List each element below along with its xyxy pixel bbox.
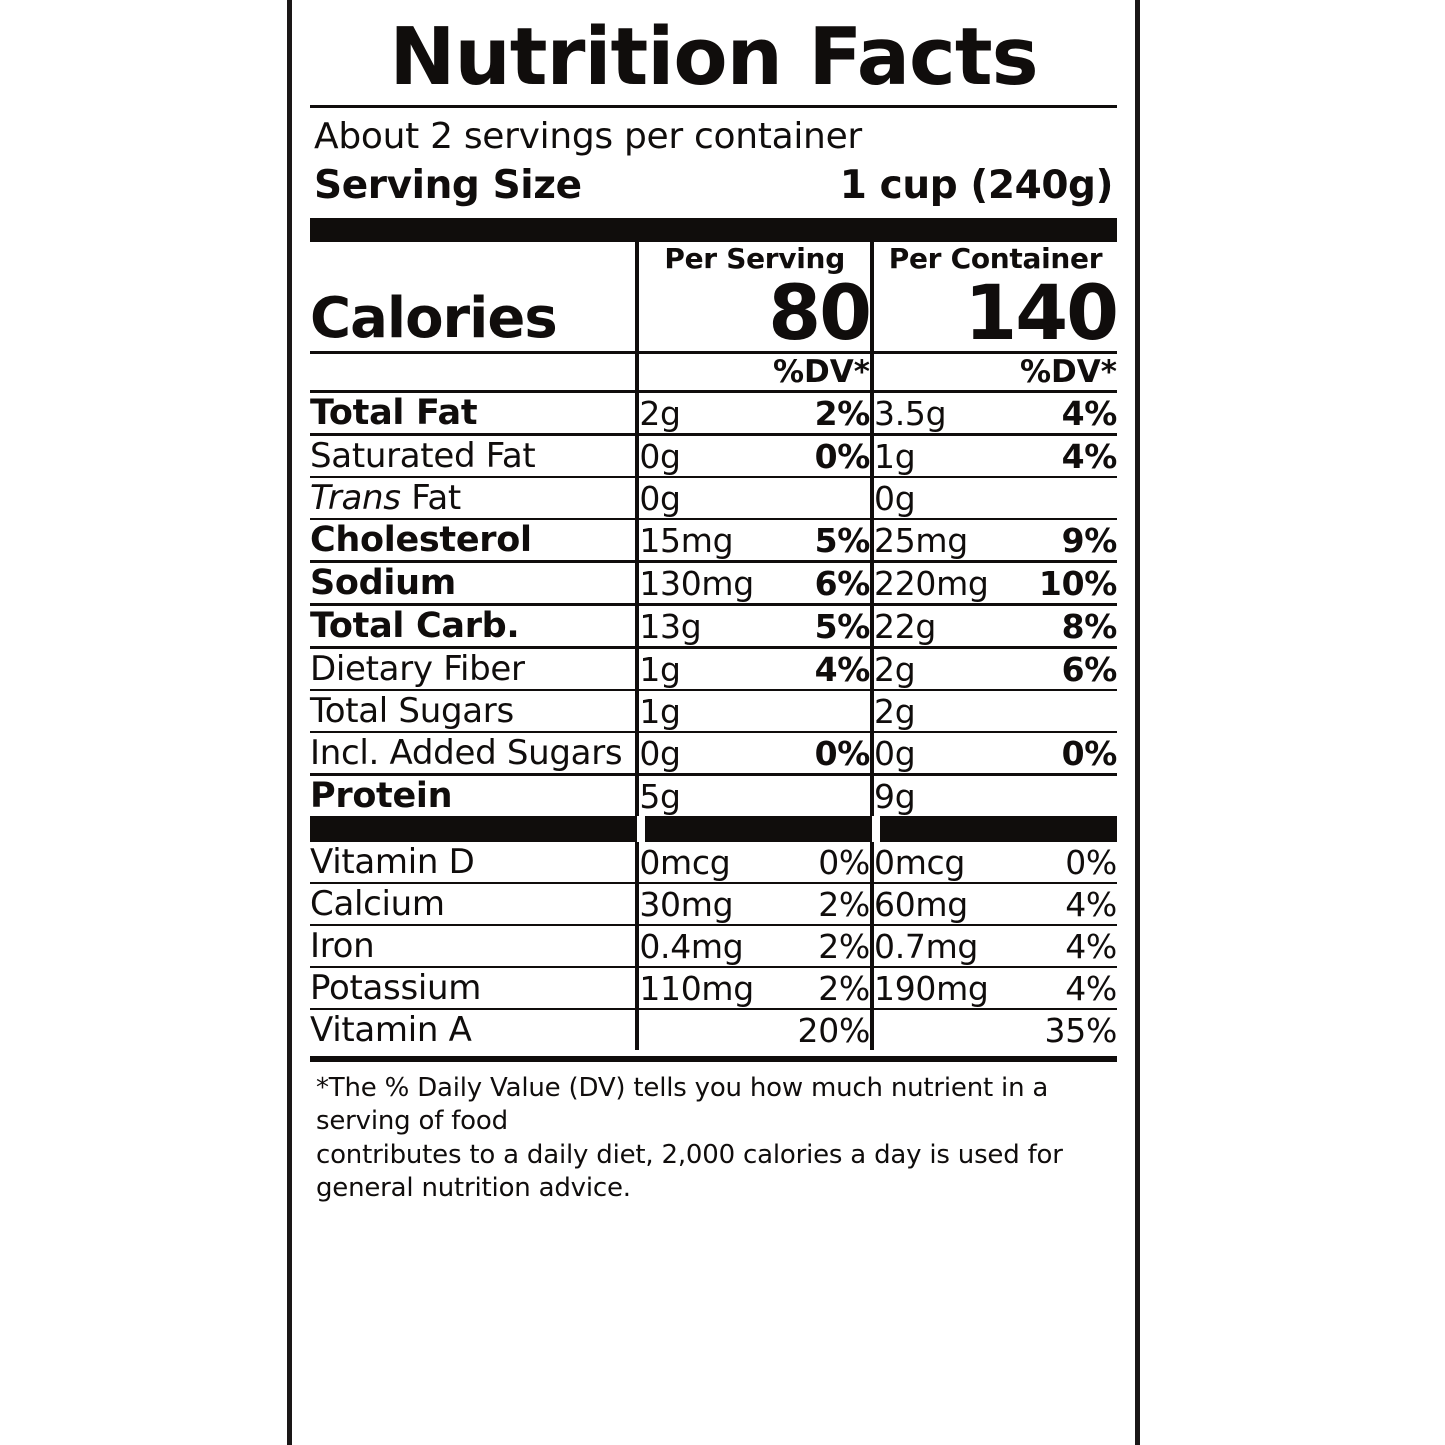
- nutrient-dv-serving: 6%: [759, 562, 872, 605]
- heavy-divider-top: [310, 218, 1117, 242]
- nutrient-name: Total Sugars: [310, 690, 637, 732]
- calories-row: [310, 275, 1117, 353]
- micronutrient-amount-container: 0mcg: [872, 842, 1004, 883]
- nutrient-dv-container: 9%: [1004, 519, 1117, 562]
- trans-italic: Trans: [310, 478, 401, 518]
- serving-size-row: [310, 159, 1117, 218]
- dv-header-row: [310, 353, 1117, 392]
- micronutrient-dv-container: 35%: [1044, 1011, 1117, 1050]
- nutrient-name: Total Fat: [310, 392, 637, 435]
- nutrient-amount-serving: 2g: [637, 392, 758, 435]
- nutrient-amount-container: 3.5g: [872, 392, 1004, 435]
- micronutrient-dv-container: 4%: [1004, 925, 1117, 967]
- nutrient-amount-container: 0g: [872, 477, 1004, 519]
- micronutrient-amount-container: 0.7mg: [872, 925, 1004, 967]
- nutrient-dv-container: [1004, 690, 1117, 732]
- micronutrient-name: Vitamin D: [310, 842, 637, 883]
- nutrient-amount-serving: 0g: [637, 477, 758, 519]
- divider-bar-serving-col: [637, 816, 872, 842]
- nutrient-name: Incl. Added Sugars: [310, 732, 637, 775]
- header-per-serving: Per Serving: [637, 242, 872, 275]
- nutrient-name: Cholesterol: [310, 519, 637, 562]
- nutrient-dv-container: 8%: [1004, 605, 1117, 648]
- nutrient-dv-container: [1004, 477, 1117, 519]
- footnote-line-1: *The % Daily Value (DV) tells you how much nutrient in a serving of food: [316, 1073, 1049, 1136]
- dv-header-container: %DV*: [1004, 353, 1117, 392]
- nutrition-table: [310, 242, 1117, 1050]
- calories-label: Calories: [310, 275, 637, 353]
- nutrient-dv-container: [1004, 775, 1117, 817]
- table-row: [310, 392, 1117, 435]
- micronutrient-name: Vitamin A: [310, 1010, 472, 1050]
- nutrient-dv-serving: 0%: [759, 435, 872, 478]
- table-row: [310, 732, 1117, 775]
- micronutrient-dv-serving: 2%: [759, 967, 872, 1009]
- nutrient-amount-container: 0g: [872, 732, 1004, 775]
- nutrient-name: Saturated Fat: [310, 435, 637, 478]
- micronutrient-amount-serving: 0mcg: [637, 842, 758, 883]
- nutrient-amount-container: 2g: [872, 648, 1004, 691]
- dv-header-spacer-2: [872, 353, 1004, 392]
- micronutrient-dv-container: 4%: [1004, 967, 1117, 1009]
- micronutrient-name: Iron: [310, 925, 637, 967]
- table-row: [310, 562, 1117, 605]
- nutrition-facts-label: [287, 0, 1140, 1445]
- micronutrient-dv-serving: 20%: [797, 1011, 870, 1050]
- micronutrient-dv-serving: 0%: [759, 842, 872, 883]
- servings-per-container: About 2 servings per container: [314, 116, 862, 157]
- nutrient-amount-serving: 0g: [637, 435, 758, 478]
- table-row: [310, 967, 1117, 1009]
- page-title: Nutrition Facts: [389, 11, 1038, 103]
- section-divider-bars: [310, 816, 1117, 842]
- micronutrient-amount-container: 190mg: [872, 967, 1004, 1009]
- nutrient-amount-serving: 13g: [637, 605, 758, 648]
- nutrient-dv-container: 4%: [1004, 435, 1117, 478]
- table-row: [310, 690, 1117, 732]
- table-row: [310, 519, 1117, 562]
- nutrient-dv-container: 0%: [1004, 732, 1117, 775]
- nutrient-dv-serving: 4%: [759, 648, 872, 691]
- table-row: [310, 925, 1117, 967]
- serving-size-label: Serving Size: [314, 163, 582, 208]
- micronutrient-amount-container: [872, 1009, 1004, 1050]
- nutrient-amount-serving: 5g: [637, 775, 758, 817]
- nutrient-dv-serving: [759, 477, 872, 519]
- micronutrient-dv-serving: 2%: [759, 883, 872, 925]
- nutrient-dv-container: 6%: [1004, 648, 1117, 691]
- nutrient-amount-serving: 15mg: [637, 519, 758, 562]
- table-row: [310, 435, 1117, 478]
- micronutrient-name: Calcium: [310, 883, 637, 925]
- nutrient-name: Sodium: [310, 562, 637, 605]
- table-row: [310, 842, 1117, 883]
- header-per-container: Per Container: [872, 242, 1117, 275]
- calories-per-serving: 80: [637, 275, 872, 353]
- micronutrient-amount-serving: 0.4mg: [637, 925, 758, 967]
- nutrient-amount-serving: 130mg: [637, 562, 758, 605]
- micronutrient-amount-container: 60mg: [872, 883, 1004, 925]
- nutrient-dv-serving: 2%: [759, 392, 872, 435]
- nutrient-name: Protein: [310, 776, 453, 816]
- micronutrient-dv-container: 0%: [1004, 842, 1117, 883]
- table-row: [310, 477, 1117, 519]
- table-row: [310, 775, 1117, 817]
- dv-header-spacer-1: [637, 353, 758, 392]
- nutrient-name: Total Carb.: [310, 605, 637, 648]
- micronutrient-dv-serving: 2%: [759, 925, 872, 967]
- dv-header-spacer: [310, 353, 637, 392]
- table-row: [310, 883, 1117, 925]
- micronutrient-amount-serving: [637, 1009, 758, 1050]
- nutrient-amount-container: 1g: [872, 435, 1004, 478]
- micronutrient-amount-serving: 30mg: [637, 883, 758, 925]
- table-row: [310, 648, 1117, 691]
- divider-bar-container-col: [872, 816, 1117, 842]
- nutrient-amount-container: 220mg: [872, 562, 1004, 605]
- serving-size-value: 1 cup (240g): [839, 163, 1113, 208]
- nutrient-dv-serving: 5%: [759, 605, 872, 648]
- table-row: [310, 605, 1117, 648]
- table-row: [310, 1009, 1117, 1050]
- nutrient-name: Trans Fat: [310, 477, 637, 519]
- nutrient-amount-container: 9g: [872, 775, 1004, 817]
- micronutrient-name: Potassium: [310, 967, 637, 1009]
- micronutrient-dv-container: 4%: [1004, 883, 1117, 925]
- nutrient-amount-serving: 0g: [637, 732, 758, 775]
- nutrient-amount-container: 22g: [872, 605, 1004, 648]
- nutrient-dv-serving: [759, 690, 872, 732]
- nutrient-name: Dietary Fiber: [310, 648, 637, 691]
- nutrient-amount-container: 25mg: [872, 519, 1004, 562]
- header-spacer: [310, 242, 637, 275]
- calories-per-container: 140: [872, 275, 1117, 353]
- nutrient-amount-serving: 1g: [637, 648, 758, 691]
- micronutrient-amount-serving: 110mg: [637, 967, 758, 1009]
- nutrient-dv-serving: [759, 775, 872, 817]
- nutrient-dv-serving: 0%: [759, 732, 872, 775]
- dv-header-serving: %DV*: [759, 353, 872, 392]
- nutrient-dv-container: 4%: [1004, 392, 1117, 435]
- divider-bar-name-col: [310, 816, 637, 842]
- nutrient-amount-container: 2g: [872, 690, 1004, 732]
- nutrient-dv-container: 10%: [1004, 562, 1117, 605]
- nutrient-amount-serving: 1g: [637, 690, 758, 732]
- footnote-line-2: contributes to a daily diet, 2,000 calories a day is used for general nutrition advice.: [316, 1140, 1063, 1203]
- nutrient-dv-serving: 5%: [759, 519, 872, 562]
